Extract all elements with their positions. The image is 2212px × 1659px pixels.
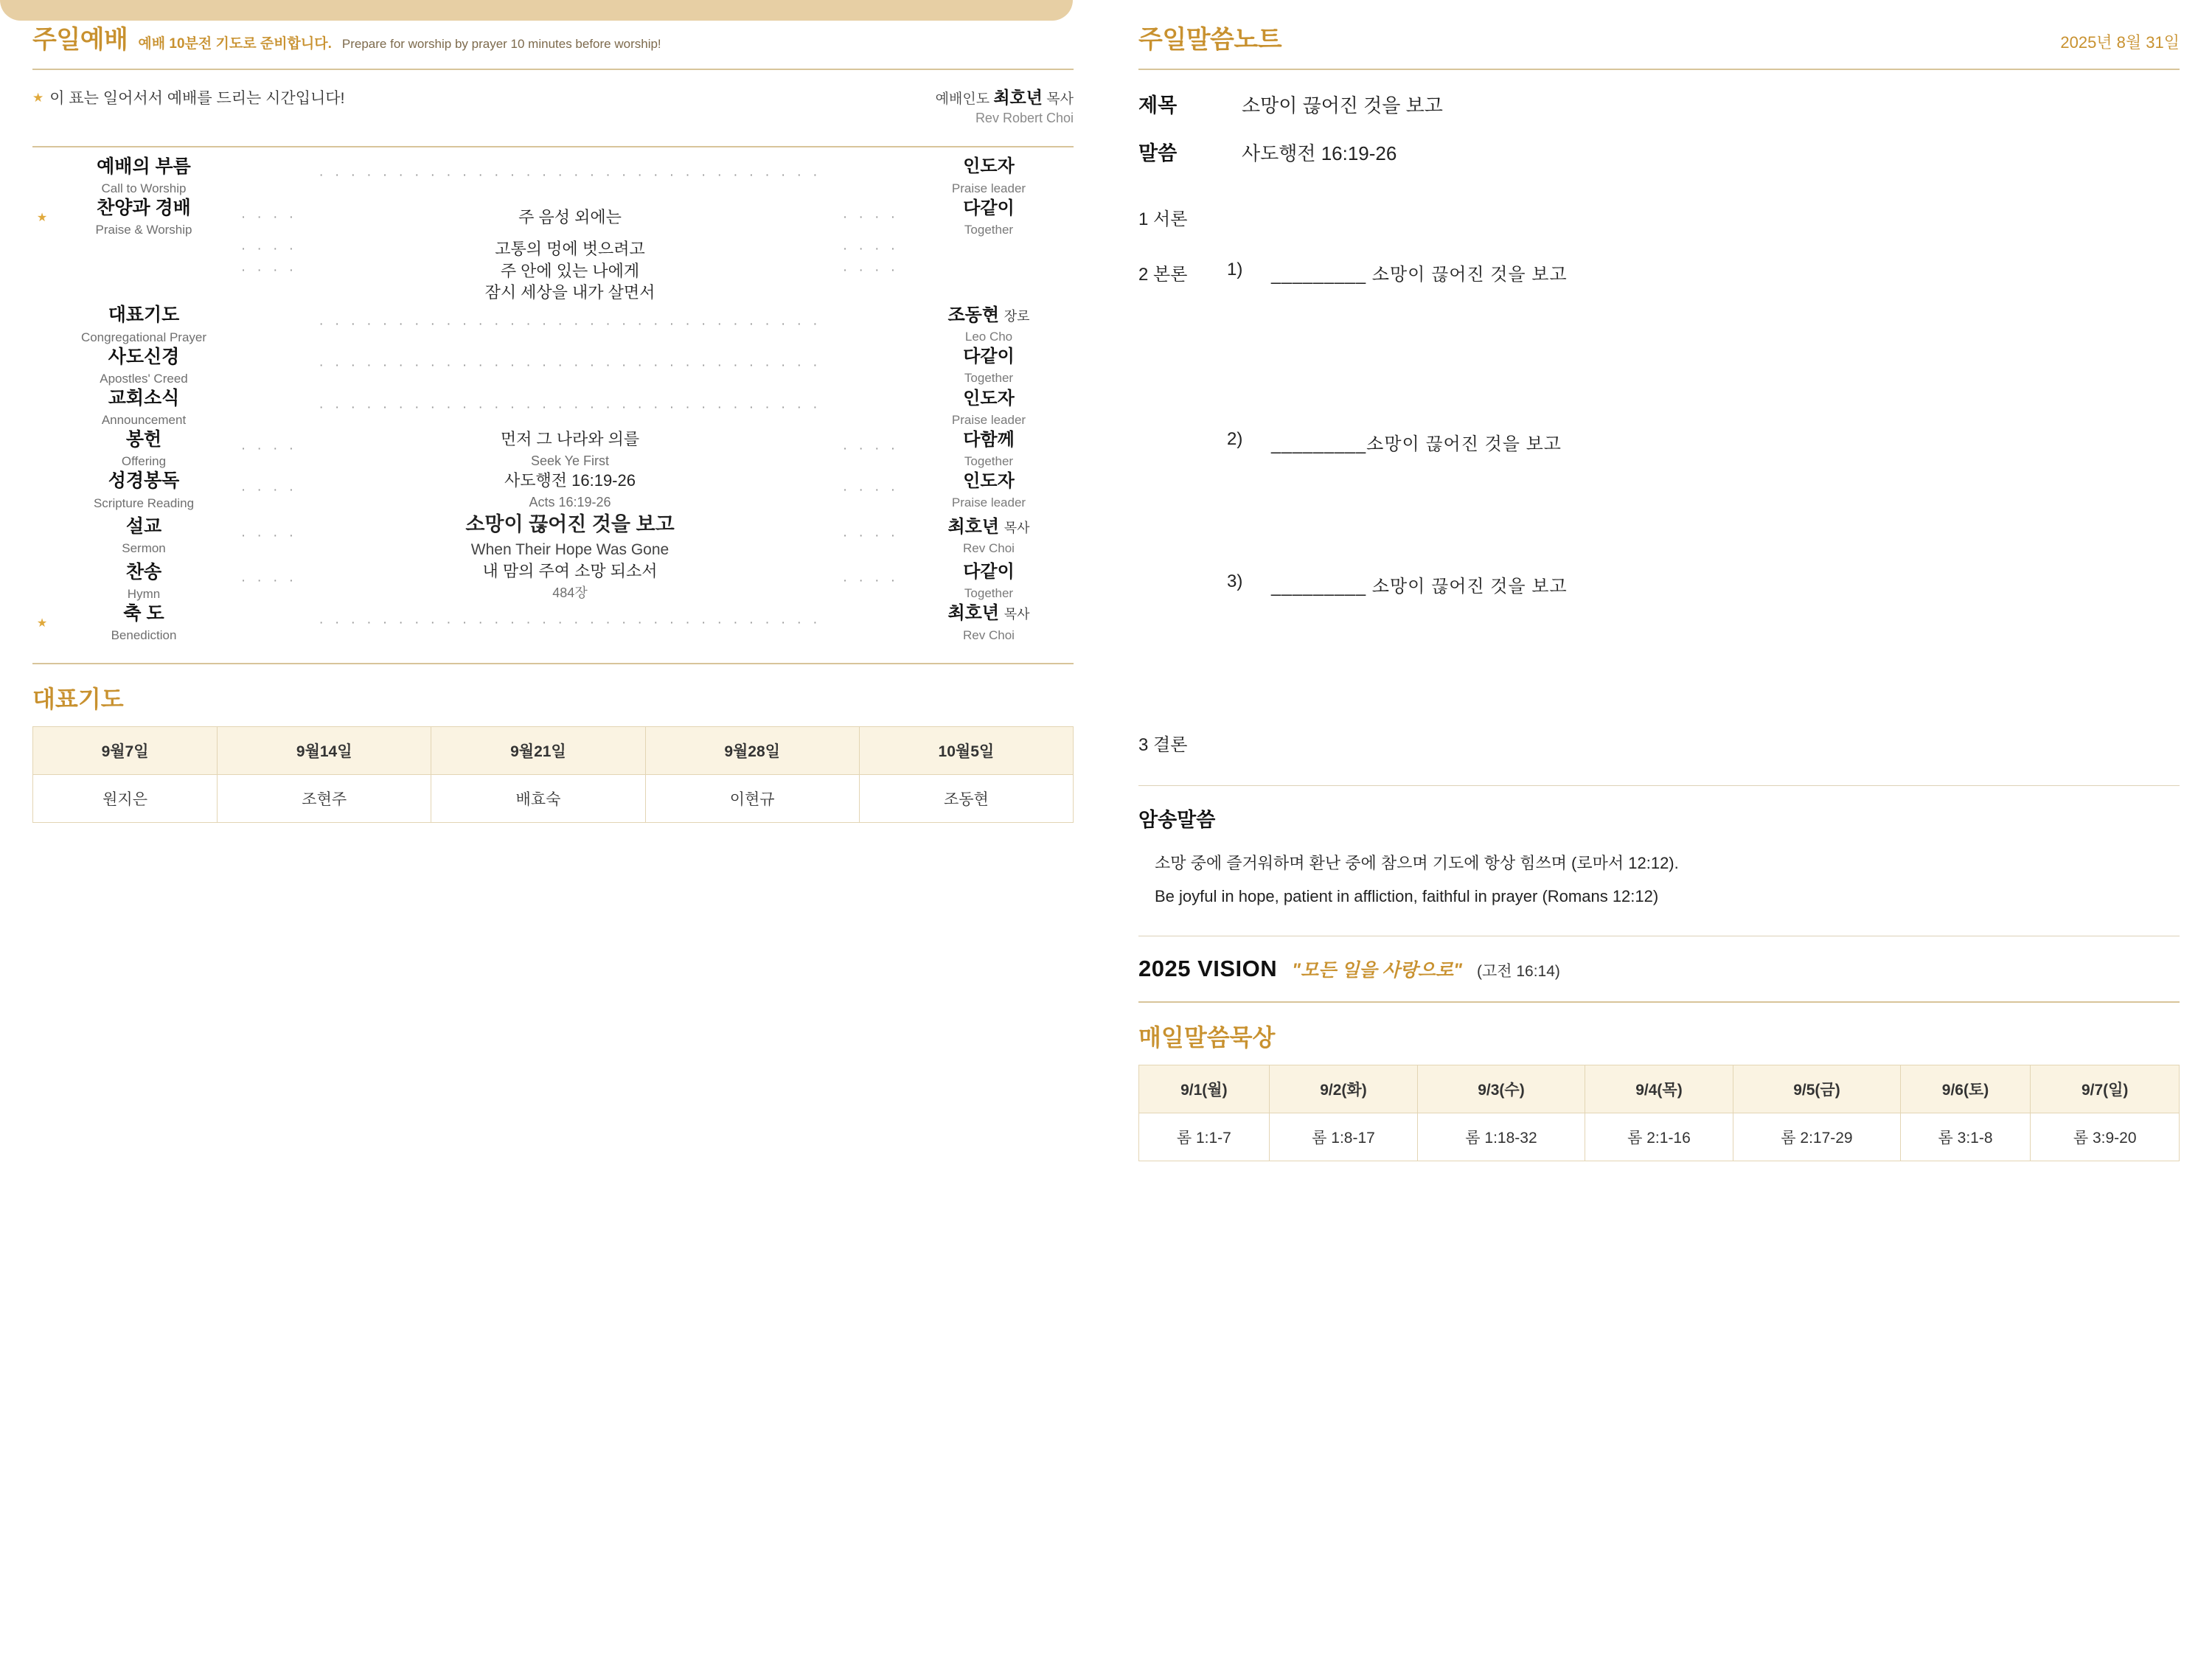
- worship-leader: [936, 86, 1074, 127]
- order-row: [32, 560, 1074, 602]
- row-label-ko: 설교: [125, 516, 162, 538]
- row-label: [52, 345, 236, 386]
- table-cell: 롬 2:1-16: [1585, 1113, 1733, 1161]
- table-header-cell: 9/1(월): [1139, 1065, 1270, 1113]
- vision-label: 2025 VISION: [1138, 956, 1278, 982]
- row-role-en: Praise leader: [951, 495, 1026, 510]
- row-label-empty: [52, 282, 236, 304]
- row-star: [32, 238, 52, 260]
- row-role-ko: 인도자: [963, 388, 1015, 408]
- row-label-empty: [52, 260, 236, 282]
- table-cell: 배효숙: [431, 774, 645, 822]
- table-header-row: [33, 726, 1074, 774]
- row-dots-right: · · · ·: [842, 209, 900, 225]
- row-role: [904, 428, 1074, 470]
- row-center: [302, 238, 838, 260]
- row-role-en: Rev Choi: [963, 627, 1015, 642]
- prayer-schedule-table: [32, 726, 1074, 823]
- row-dots: · · · · · · · · · · · · · · · · · · · · · · · · · · · · · · · ·: [319, 358, 821, 374]
- order-row: [32, 428, 1074, 470]
- sermon-note-header: [1138, 0, 2180, 70]
- prayer-schedule-title: 대표기도: [32, 685, 124, 712]
- memory-verse-title: 암송말씀: [1138, 809, 1216, 831]
- table-header-cell: 9월21일: [431, 726, 645, 774]
- star-icon: ★: [32, 91, 44, 105]
- row-role: [904, 304, 1074, 345]
- outline-intro-row: [1138, 204, 2180, 230]
- row-label: [52, 387, 236, 428]
- leader-suffix: 목사: [1046, 91, 1074, 107]
- order-of-worship-table: [32, 155, 1074, 643]
- row-role-ko: 다같이: [963, 347, 1015, 367]
- hymn-title: 주 음성 외에는: [518, 207, 622, 226]
- row-star: [32, 260, 52, 282]
- row-dots-left: [236, 282, 302, 304]
- row-role: [904, 511, 1074, 560]
- row-star: [32, 428, 52, 470]
- row-role-empty: [904, 260, 1074, 282]
- table-row: [1139, 1113, 2180, 1161]
- outline-point-num: 1): [1227, 260, 1243, 279]
- row-star: [32, 282, 52, 304]
- table-header-cell: 9/2(화): [1269, 1065, 1418, 1113]
- standing-note: [32, 86, 344, 108]
- outline-point-text: _________ 소망이 끊어진 것을 보고: [1271, 577, 1568, 597]
- order-row: [32, 155, 1074, 196]
- sermon-text-row: [1138, 137, 2180, 166]
- daily-devotion-title: 매일말씀묵상: [1138, 1024, 1276, 1051]
- row-center: [302, 560, 838, 602]
- order-row: [32, 470, 1074, 511]
- center-ko: 내 맘의 주여 소망 되소서: [482, 562, 658, 581]
- row-role-ko: 인도자: [963, 156, 1015, 177]
- row-label: [52, 304, 236, 345]
- outline-point-text: _________소망이 끊어진 것을 보고: [1271, 434, 1562, 454]
- row-role-ko: 최호년: [947, 603, 1000, 624]
- outline-intro-label: 1 서론: [1138, 209, 1188, 229]
- row-dots-right: [838, 282, 904, 304]
- vision-quote: "모든 일을 사랑으로": [1292, 960, 1462, 981]
- table-cell: 롬 2:17-29: [1733, 1113, 1900, 1161]
- outline-point-num: 3): [1227, 571, 1243, 591]
- vision-reference: (고전 16:14): [1476, 963, 1560, 981]
- row-label-empty: [52, 238, 236, 260]
- row-star: [32, 470, 52, 511]
- row-role-empty: [904, 238, 1074, 260]
- row-label-ko: 축 도: [123, 602, 164, 624]
- row-role-empty: [904, 282, 1074, 304]
- row-role: [904, 560, 1074, 602]
- sermon-outline: [1138, 204, 2180, 756]
- row-label-ko: 예배의 부름: [97, 156, 191, 177]
- sermon-note-title: 주일말씀노트: [1138, 26, 1282, 54]
- row-label-en: Offering: [121, 454, 167, 469]
- row-label-en: Call to Worship: [101, 181, 187, 195]
- table-cell: 롬 1:1-7: [1139, 1113, 1270, 1161]
- row-label-ko: 찬송: [125, 561, 162, 582]
- hymn-title: 고통의 멍에 벗으려고: [495, 239, 645, 258]
- row-role-title: 장로: [1004, 308, 1030, 324]
- row-center: [302, 197, 838, 238]
- row-dots: · · · · · · · · · · · · · · · · · · · · · · · · · · · · · · · ·: [319, 614, 821, 630]
- worship-en-note: Prepare for worship by prayer 10 minutes before worship!: [341, 37, 661, 51]
- row-label: [52, 428, 236, 470]
- table-cell: 원지은: [33, 774, 218, 822]
- table-header-cell: 9/5(금): [1733, 1065, 1900, 1113]
- outline-point-row: [1138, 260, 2180, 285]
- row-role: [904, 155, 1074, 196]
- center-en: 484장: [552, 585, 588, 600]
- order-row: [32, 602, 1074, 643]
- outline-point-row: [1138, 429, 2180, 455]
- row-dots-right: · · · ·: [842, 262, 900, 279]
- vision-row: [1138, 936, 2180, 982]
- center-ko: 사도행전 16:19-26: [504, 471, 636, 490]
- row-role-ko: 다같이: [963, 562, 1015, 582]
- center-ko: 먼저 그 나라와 의를: [500, 429, 640, 448]
- table-cell: 롬 3:9-20: [2031, 1113, 2180, 1161]
- row-role-ko: 인도자: [963, 471, 1015, 492]
- sermon-note-date: 2025년 8월 31일: [2060, 33, 2180, 52]
- row-star: ★: [36, 211, 48, 224]
- row-dots-left: · · · ·: [240, 262, 298, 279]
- row-role: [904, 602, 1074, 643]
- outline-point-text: _________ 소망이 끊어진 것을 보고: [1271, 265, 1568, 285]
- standing-note-text: 이 표는 일어서서 예배를 드리는 시간입니다!: [49, 90, 345, 107]
- row-star: [32, 387, 52, 428]
- row-dots: · · · · · · · · · · · · · · · · · · · · · · · · · · · · · · · ·: [319, 399, 821, 415]
- row-role-title: 목사: [1004, 607, 1030, 622]
- row-center: [302, 428, 838, 470]
- row-label-ko: 사도신경: [108, 346, 180, 367]
- row-center: [302, 260, 838, 282]
- daily-devotion-table: [1138, 1065, 2180, 1161]
- table-cell: 조동현: [859, 774, 1073, 822]
- row-label: [52, 197, 236, 238]
- row-label-en: Congregational Prayer: [80, 330, 207, 344]
- row-role: [904, 387, 1074, 428]
- outline-body-label: 2 본론: [1138, 265, 1188, 285]
- row-dots-left: · · · ·: [240, 209, 298, 225]
- row-dots-left: · · · ·: [240, 482, 298, 498]
- order-row: [32, 345, 1074, 386]
- row-star: ★: [36, 616, 48, 630]
- table-cell: 롬 3:1-8: [1900, 1113, 2031, 1161]
- outline-point-row: [1138, 571, 2180, 597]
- table-header-cell: 9/3(수): [1418, 1065, 1585, 1113]
- row-role-en: Rev Choi: [963, 540, 1015, 555]
- row-label-ko: 교회소식: [108, 387, 180, 408]
- memory-verse-en: Be joyful in hope, patient in affliction, faithful in prayer (Romans 12:12): [1155, 887, 1659, 906]
- row-role-ko: 다함께: [963, 429, 1015, 450]
- row-center: [302, 282, 838, 304]
- sermon-title-en: When Their Hope Was Gone: [470, 540, 669, 558]
- outline-point-num: 2): [1227, 429, 1243, 449]
- row-label-en: Benediction: [111, 628, 177, 643]
- table-header-cell: 9월28일: [645, 726, 859, 774]
- row-dots-right: · · · ·: [842, 440, 900, 456]
- right-column: [1106, 0, 2212, 1659]
- outline-conclusion-label: 3 결론: [1138, 735, 1188, 755]
- row-role: [904, 470, 1074, 511]
- row-center: [302, 511, 838, 560]
- row-dots: · · · · · · · · · · · · · · · · · · · · · · · · · · · · · · · ·: [319, 316, 821, 333]
- sermon-subject-row: [1138, 89, 2180, 118]
- prayer-schedule-section: [32, 663, 1074, 823]
- row-role-title: 목사: [1004, 520, 1030, 535]
- worship-ko-note: 예배 10분전 기도로 준비합니다.: [138, 36, 332, 52]
- standing-note-row: [32, 70, 1074, 147]
- row-role-ko: 최호년: [947, 516, 1000, 537]
- row-label: [52, 470, 236, 511]
- center-en: Seek Ye First: [530, 453, 610, 468]
- row-role-en: Together: [964, 222, 1014, 237]
- order-row: [32, 387, 1074, 428]
- row-dots-right: · · · ·: [842, 573, 900, 589]
- table-row: [33, 774, 1074, 822]
- table-cell: 롬 1:8-17: [1269, 1113, 1418, 1161]
- table-header-cell: 9/6(토): [1900, 1065, 2031, 1113]
- order-row-hymn: [32, 260, 1074, 282]
- row-label: [52, 602, 236, 643]
- table-cell: 조현주: [218, 774, 431, 822]
- row-label-en: Sermon: [122, 541, 166, 556]
- row-role-ko: 조동현: [947, 305, 1000, 325]
- daily-devotion-section: [1138, 1001, 2180, 1161]
- row-label-ko: 대표기도: [108, 305, 180, 326]
- leader-name-en: Rev Robert Choi: [975, 111, 1074, 126]
- row-label-en: Apostles' Creed: [100, 371, 188, 386]
- row-label-ko: 찬양과 경배: [97, 198, 191, 219]
- row-center: [302, 470, 838, 511]
- center-en: Acts 16:19-26: [529, 494, 611, 509]
- row-label: [52, 560, 236, 602]
- order-row-hymn: [32, 238, 1074, 260]
- order-row: [32, 197, 1074, 238]
- row-star: [32, 560, 52, 602]
- row-label-en: Announcement: [101, 413, 187, 428]
- leader-name: 최호년: [993, 88, 1043, 107]
- outline-conclusion-row: [1138, 730, 2180, 756]
- row-dots-left: · · · ·: [240, 573, 298, 589]
- row-dots-left: · · · ·: [240, 440, 298, 456]
- table-cell: 롬 1:18-32: [1418, 1113, 1585, 1161]
- row-role-en: Praise leader: [951, 181, 1026, 195]
- row-role-ko: 다같이: [963, 198, 1015, 218]
- row-role-en: Leo Cho: [964, 330, 1013, 344]
- hymn-title: 주 안에 있는 나에게: [500, 261, 640, 280]
- order-row: [32, 304, 1074, 345]
- sermon-title-ko: 소망이 끊어진 것을 보고: [465, 513, 675, 536]
- row-star: [32, 511, 52, 560]
- table-header-cell: 9/7(일): [2031, 1065, 2180, 1113]
- row-role: [904, 345, 1074, 386]
- table-header-row: [1139, 1065, 2180, 1113]
- table-header-cell: 9월14일: [218, 726, 431, 774]
- row-dots-right: · · · ·: [842, 482, 900, 498]
- row-star: [32, 304, 52, 345]
- row-label-ko: 성경봉독: [108, 470, 180, 492]
- sermon-text-value: 사도행전 16:19-26: [1242, 142, 1397, 164]
- row-dots-right: · · · ·: [842, 527, 900, 543]
- order-row: [32, 511, 1074, 560]
- row-dots-left: · · · ·: [240, 240, 298, 257]
- sermon-subject-value: 소망이 끊어진 것을 보고: [1242, 94, 1443, 116]
- worship-title: 주일예배: [32, 26, 128, 54]
- row-role-en: Together: [964, 371, 1014, 386]
- row-dots-right: · · · ·: [842, 240, 900, 257]
- table-header-cell: 10월5일: [859, 726, 1073, 774]
- row-role-en: Together: [964, 454, 1014, 468]
- row-label-en: Praise & Worship: [95, 223, 192, 237]
- table-cell: 이현규: [645, 774, 859, 822]
- left-header-bar: [0, 0, 1073, 21]
- sermon-text-label: 말씀: [1138, 142, 1178, 164]
- row-label: [52, 511, 236, 560]
- order-row-hymn: [32, 282, 1074, 304]
- table-header-cell: 9월7일: [33, 726, 218, 774]
- table-header-cell: 9/4(목): [1585, 1065, 1733, 1113]
- row-star: [32, 345, 52, 386]
- leader-prefix: 예배인도: [935, 91, 990, 107]
- memory-verse-ko: 소망 중에 즐거워하며 환난 중에 참으며 기도에 항상 힘쓰며 (로마서 12:12).: [1155, 854, 1679, 872]
- row-star: [32, 155, 52, 196]
- row-label-en: Hymn: [127, 586, 161, 601]
- sermon-subject-label: 제목: [1138, 94, 1178, 116]
- row-role-en: Together: [964, 586, 1014, 601]
- row-dots: · · · · · · · · · · · · · · · · · · · · · · · · · · · · · · · ·: [319, 167, 821, 184]
- row-label-en: Scripture Reading: [93, 495, 195, 510]
- row-role: [904, 197, 1074, 238]
- row-role-en: Praise leader: [951, 412, 1026, 427]
- row-dots-left: · · · ·: [240, 527, 298, 543]
- row-label: [52, 155, 236, 196]
- hymn-title: 잠시 세상을 내가 살면서: [484, 283, 655, 302]
- row-label-ko: 봉헌: [125, 429, 162, 451]
